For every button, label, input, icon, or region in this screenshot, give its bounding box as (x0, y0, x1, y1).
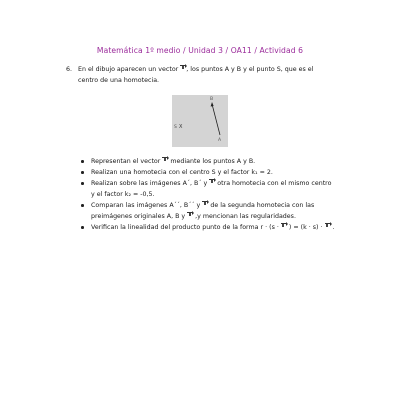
list-item-text: y el factor k₂ = -0,5. (91, 191, 155, 198)
vector-icon (162, 157, 168, 164)
center-point-marker: X (179, 124, 183, 130)
question-text (78, 65, 363, 86)
question-text-part1: En el dibujo aparecen un vector (78, 66, 179, 73)
list-item-text: Verifican la linealidad del producto punto de la forma r · (s · (91, 224, 279, 231)
vector-icon (325, 223, 331, 230)
list-item-continuation (80, 189, 380, 200)
list-item-continuation (80, 211, 380, 222)
list-item (80, 167, 380, 178)
point-label-top: B (210, 97, 214, 102)
question-text-part2: , los puntos A y B y el punto S, que es el (186, 66, 314, 73)
list-item-text: Comparan las imágenes A´´, B´´ y (91, 202, 201, 209)
list-item-text: . (332, 224, 335, 231)
vector-arrowhead (211, 102, 214, 107)
list-item-text: preimágenes originales A, B y (91, 213, 186, 220)
homothety-figure (172, 95, 228, 147)
figure-drawing (172, 95, 228, 147)
list-item-text: de la segunda homotecia con las (210, 202, 315, 209)
list-item (80, 156, 380, 167)
list-item-text: ) = (k · s) · (288, 224, 323, 231)
point-label-s: S (174, 125, 177, 130)
vector-icon (202, 201, 208, 208)
vector-line (212, 104, 220, 135)
page-header: Matemática 1º medio / Unidad 3 / OA11 / Actividad 6 (96, 46, 304, 55)
list-item-text: otra homotecia con el mismo centro (217, 180, 332, 187)
vector-icon (180, 65, 186, 72)
list-item-text: mediante los puntos A y B. (170, 158, 256, 165)
point-label-bottom: A (218, 138, 222, 143)
list-item (80, 222, 380, 233)
list-item (80, 178, 380, 189)
vector-icon (209, 179, 215, 186)
list-item-text: Representan el vector (91, 158, 161, 165)
activity-list (80, 156, 380, 233)
vector-icon (187, 212, 193, 219)
question-number: 6. (66, 66, 73, 73)
list-item-text: Realizan una homotecia con el centro S y el factor k₁ = 2. (91, 169, 273, 176)
question-text-line2: centro de una homotecia. (78, 76, 160, 84)
list-item-text: Realizan sobre las imágenes A´, B´ y (91, 180, 208, 187)
vector-icon (281, 223, 287, 230)
list-item-text: ,y mencionan las regularidades. (195, 213, 296, 220)
list-item (80, 200, 380, 211)
